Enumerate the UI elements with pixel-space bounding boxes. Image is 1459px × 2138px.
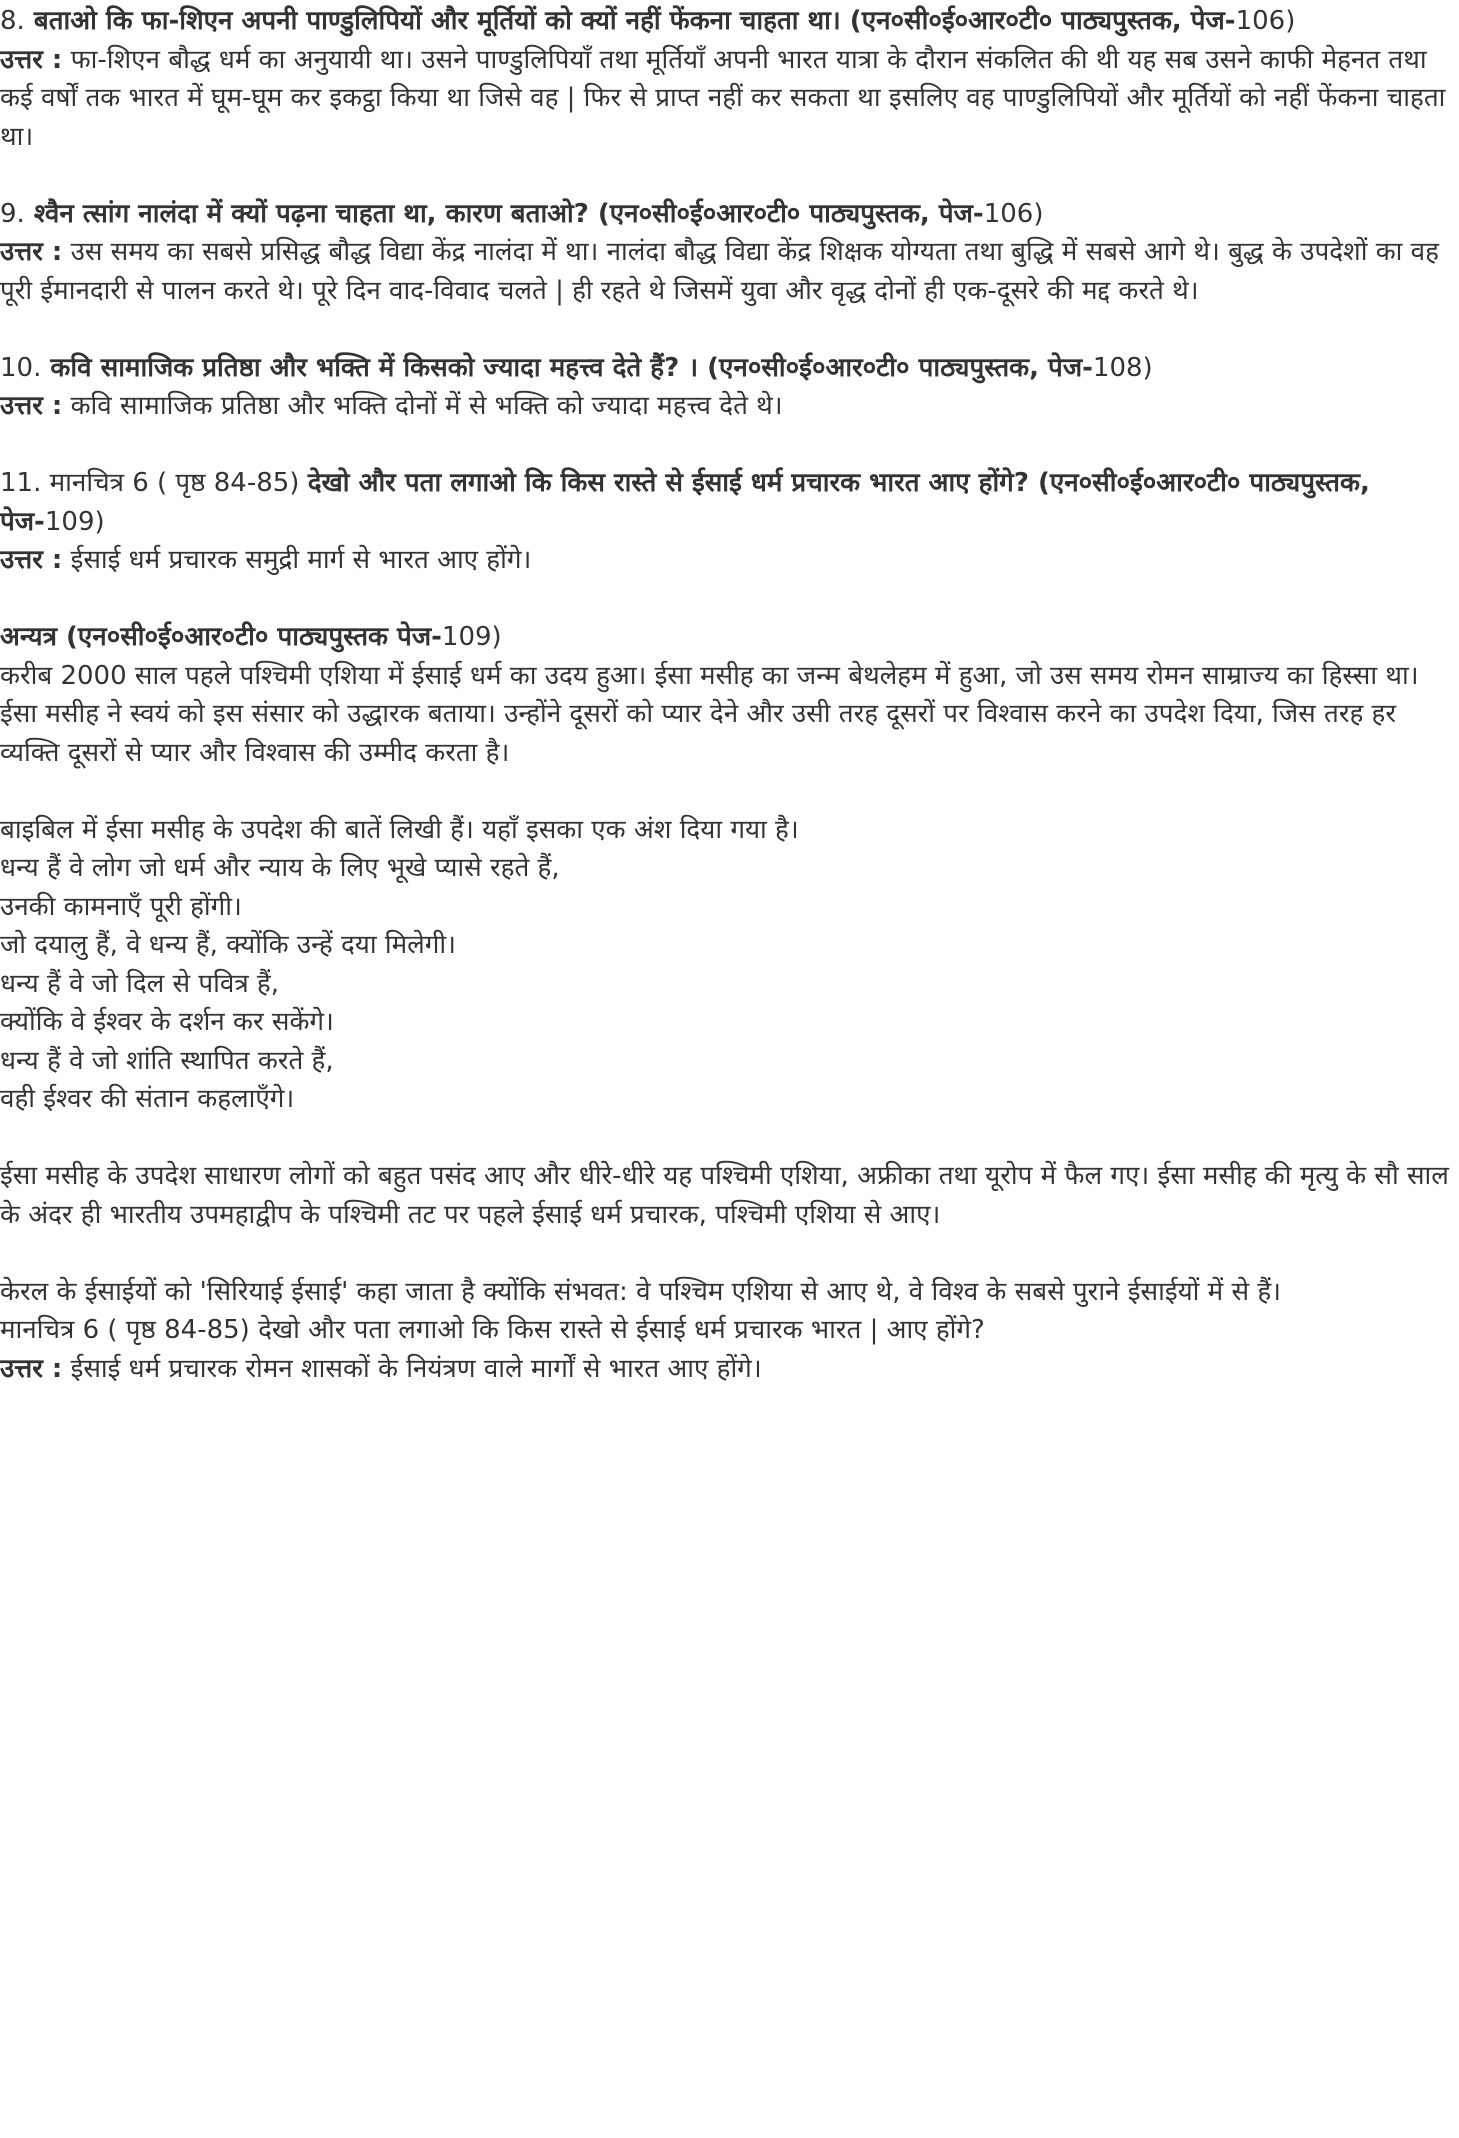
map-reference: मानचित्र 6 ( पृष्ठ 84-85): [41, 468, 308, 498]
question-text: बताओ कि फा-शिएन अपनी पाण्डुलिपियों और मूर्तियों को क्यों नहीं फेंकना चाहता था। (एन०सी०ई०आर०टी० पाठ्यपुस्तक, पेज-: [33, 6, 1236, 36]
answer-text: कवि सामाजिक प्रतिष्ठा और भक्ति दोनों में से भक्ति को ज्यादा महत्त्व देते थे।: [62, 391, 783, 421]
page-reference: 106): [1235, 6, 1296, 36]
answer-9: [0, 233, 1455, 310]
heading-text: अन्यत्र (एन०सी०ई०आर०टी० पाठ्यपुस्तक पेज-: [0, 622, 442, 652]
verse-line: जो दयालु हैं, वे धन्य हैं, क्योंकि उन्हें दया मिलेगी।: [0, 930, 457, 960]
page-reference: 106): [983, 198, 1044, 229]
answer-text: ईसाई धर्म प्रचारक समुद्री मार्ग से भारत आए होंगे।: [62, 545, 532, 575]
answer-label: उत्तर :: [0, 237, 63, 267]
question-number: 10.: [0, 352, 42, 383]
answer-text: उस समय का सबसे प्रसिद्ध बौद्ध विद्या केंद्र नालंदा में था। नालंदा बौद्ध विद्या केंद्र शिक्षक योग्यता तथा बुद्धि में सबसे आगे थे। बुद्ध के उपदेशों का वह पूरी ईमानदारी से पालन करते थे। पूरे दिन वाद-विवाद चलते | ही रहते थे जिसमें युवा और वृद्ध दोनों ही एक-दूसरे की मद्द करते थे।: [0, 237, 1439, 306]
question-block-10: [0, 349, 1455, 426]
map-answer: [0, 1350, 1455, 1389]
question-number: 8.: [0, 6, 25, 36]
question-8: [0, 2, 1455, 41]
bible-excerpt: [0, 811, 1455, 1119]
page-reference: 108): [1092, 352, 1153, 383]
question-number: 9.: [0, 198, 25, 229]
question-text: देखो और पता लगाओ कि किस रास्ते से ईसाई धर्म प्रचारक भारत | आए होंगे?: [258, 1315, 985, 1345]
map-question: [0, 1311, 1455, 1350]
question-block-11: [0, 464, 1455, 580]
question-11: [0, 464, 1455, 541]
verse-line: धन्य हैं वे जो दिल से पवित्र हैं,: [0, 968, 280, 999]
section-heading: [0, 618, 1455, 657]
answer-label: उत्तर :: [0, 391, 63, 421]
question-block-9: [0, 195, 1455, 311]
verse-line: उनकी कामनाएँ पूरी होंगी।: [0, 891, 242, 922]
spread-section: [0, 1157, 1455, 1234]
question-block-8: [0, 2, 1455, 156]
answer-label: उत्तर :: [0, 1353, 63, 1384]
page-reference: 109): [441, 622, 502, 652]
verse-line: वही ईश्वर की संतान कहलाएँगे।: [0, 1084, 295, 1114]
kerala-section: [0, 1273, 1455, 1389]
excerpt-intro: बाइबिल में ईसा मसीह के उपदेश की बातें लिखी हैं। यहाँ इसका एक अंश दिया गया है।: [0, 814, 799, 845]
answer-text: ईसाई धर्म प्रचारक रोमन शासकों के नियंत्रण वाले मार्गों से भारत आए होंगे।: [62, 1353, 762, 1384]
answer-label: उत्तर :: [0, 44, 63, 75]
answer-text: फा-शिएन बौद्ध धर्म का अनुयायी था। उसने पाण्डुलिपियाँ तथा मूर्तियाँ अपनी भारत यात्रा के दौरान संकलित की थी यह सब उसने काफी मेहनत तथा कई वर्षों तक भारत में घूम-घूम कर इकट्ठा किया था जिसे वह | फिर से प्राप्त नहीं कर सकता था इसलिए वह पाण्डुलिपियों और मूर्तियों को नहीं फेंकना चाहता था।: [0, 44, 1446, 152]
question-text: देखो और पता लगाओ कि किस रास्ते से ईसाई धर्म प्रचारक भारत आए होंगे? (एन०सी०ई०आर०टी० पाठ्यपुस्तक, पेज-: [0, 468, 1370, 537]
answer-8: [0, 41, 1455, 157]
verse-line: धन्य हैं वे लोग जो धर्म और न्याय के लिए भूखे प्यासे रहते हैं,: [0, 853, 560, 883]
question-number: 11.: [0, 468, 42, 498]
answer-11: [0, 541, 1455, 580]
section-paragraph: ईसा मसीह के उपदेश साधारण लोगों को बहुत पसंद आए और धीरे-धीरे यह पश्चिमी एशिया, अफ्रीका तथा यूरोप में फैल गए। ईसा मसीह की मृत्यु के सौ साल के अंदर ही भारतीय उपमहाद्वीप के पश्चिमी तट पर पहले ईसाई धर्म प्रचारक, पश्चिमी एशिया से आए।: [0, 1161, 1449, 1230]
question-text: कवि सामाजिक प्रतिष्ठा और भक्ति में किसको ज्यादा महत्त्व देते हैं? । (एन०सी०ई०आर०टी० पाठ्यपुस्तक, पेज-: [41, 352, 1093, 383]
answer-10: [0, 387, 1455, 426]
map-reference: मानचित्र 6 ( पृष्ठ 84-85): [0, 1315, 259, 1345]
page-reference: 109): [44, 506, 105, 537]
verse-line: क्योंकि वे ईश्वर के दर्शन कर सकेंगे।: [0, 1007, 334, 1037]
verse-line: धन्य हैं वे जो शांति स्थापित करते हैं,: [0, 1045, 334, 1076]
answer-label: उत्तर :: [0, 545, 63, 575]
elsewhere-section: [0, 618, 1455, 772]
question-10: [0, 349, 1455, 388]
section-paragraph: केरल के ईसाईयों को 'सिरियाई ईसाई' कहा जाता है क्योंकि संभवत: वे पश्चिम एशिया से आए थे, वे विश्व के सबसे पुराने ईसाईयों में से हैं।: [0, 1276, 1281, 1307]
section-paragraph: करीब 2000 साल पहले पश्चिमी एशिया में ईसाई धर्म का उदय हुआ। ईसा मसीह का जन्म बेथलेहम में हुआ, जो उस समय रोमन साम्राज्य का हिस्सा था। ईसा मसीह ने स्वयं को इस संसार को उद्धारक बताया। उन्होंने दूसरों को प्यार देने और उसी तरह दूसरों पर विश्वास करने का उपदेश दिया, जिस तरह हर व्यक्ति दूसरों से प्यार और विश्वास की उम्मीद करता है।: [0, 660, 1419, 768]
question-text: श्वैन त्सांग नालंदा में क्यों पढ़ना चाहता था, कारण बताओ? (एन०सी०ई०आर०टी० पाठ्यपुस्तक, पेज-: [24, 198, 984, 229]
question-9: [0, 195, 1455, 234]
